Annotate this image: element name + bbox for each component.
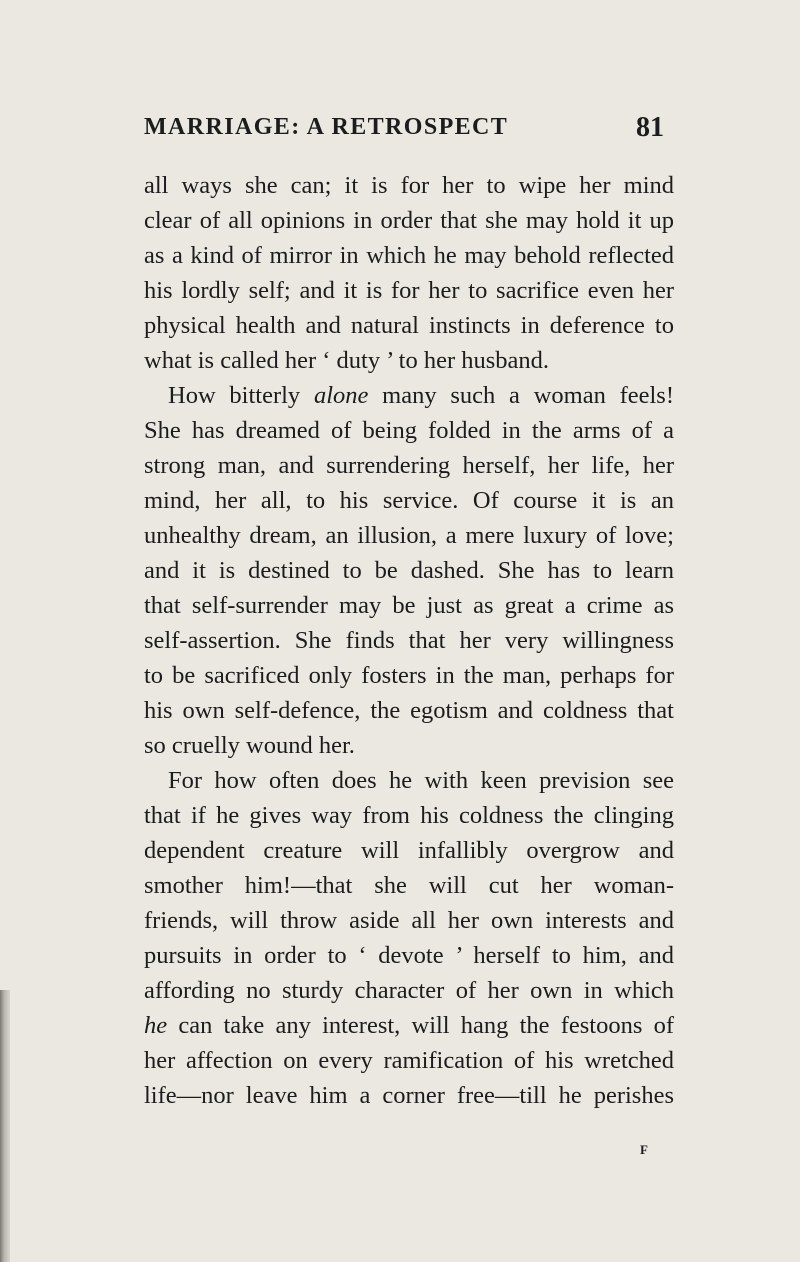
text-line <box>144 343 674 378</box>
text-line <box>144 658 674 693</box>
text-segment: can take any interest, will hang the festoons of <box>167 1012 674 1039</box>
text-segment: that if he gives way from his coldness the clinging <box>144 802 674 829</box>
running-head: MARRIAGE: A RETROSPECT <box>144 114 509 140</box>
text-segment: life—nor leave him a corner free—till he perishes <box>144 1082 674 1109</box>
text-line <box>144 973 674 1008</box>
page-header <box>144 114 664 148</box>
text-segment: How bitterly <box>168 382 314 409</box>
text-segment: affording no sturdy character of her own in which <box>144 977 674 1004</box>
text-segment: smother him!—that she will cut her woman- <box>144 872 674 899</box>
text-line <box>144 413 674 448</box>
text-segment: and it is destined to be dashed. She has to learn <box>144 557 674 584</box>
text-segment: many such a woman feels! <box>368 382 674 409</box>
text-line <box>144 623 674 658</box>
text-line <box>144 903 674 938</box>
text-line <box>144 693 674 728</box>
text-line <box>144 483 674 518</box>
text-segment: her affection on every ramification of his wretched <box>144 1047 674 1074</box>
text-line <box>144 273 674 308</box>
text-segment: mind, her all, to his service. Of course it is an <box>144 487 674 514</box>
text-line <box>144 553 674 588</box>
text-line <box>144 168 674 203</box>
text-segment: that self-surrender may be just as great a crime as <box>144 592 674 619</box>
text-segment: his own self-defence, the egotism and coldness that <box>144 697 674 724</box>
text-line <box>144 763 674 798</box>
text-segment: all ways she can; it is for her to wipe her mind <box>144 172 674 199</box>
body-text <box>144 168 674 1113</box>
text-segment: what is called her ‘ duty ’ to her husband. <box>144 347 550 374</box>
text-line <box>144 868 674 903</box>
text-segment: pursuits in order to ‘ devote ’ herself to him, and <box>144 942 674 969</box>
signature-mark: F <box>640 1142 648 1157</box>
text-segment: so cruelly wound her. <box>144 732 355 759</box>
text-line <box>144 798 674 833</box>
text-line <box>144 518 674 553</box>
text-line <box>144 833 674 868</box>
text-segment: strong man, and surrendering herself, her life, her <box>144 452 674 479</box>
text-line <box>144 448 674 483</box>
text-line <box>144 1043 674 1078</box>
text-segment: dependent creature will infallibly overgrow and <box>144 837 674 864</box>
text-segment: self-assertion. She finds that her very willingness <box>144 627 674 654</box>
text-segment: his lordly self; and it is for her to sacrifice even her <box>144 277 674 304</box>
text-segment: For how often does he with keen prevision see <box>168 767 674 794</box>
text-line <box>144 203 674 238</box>
text-segment: friends, will throw aside all her own interests and <box>144 907 674 934</box>
page-number: 81 <box>636 112 664 143</box>
text-segment: She has dreamed of being folded in the arms of a <box>144 417 674 444</box>
text-line <box>144 1008 674 1043</box>
italic-emphasis: alone <box>313 382 369 409</box>
text-line <box>144 588 674 623</box>
text-line <box>144 378 674 413</box>
text-line <box>144 238 674 273</box>
text-segment: clear of all opinions in order that she may hold it up <box>144 207 674 234</box>
text-line <box>144 1078 674 1113</box>
text-line <box>144 938 674 973</box>
text-line <box>144 308 674 343</box>
page-edge-shadow <box>0 990 10 1262</box>
italic-emphasis: he <box>144 1012 168 1039</box>
text-segment: to be sacrificed only fosters in the man, perhaps for <box>144 662 674 689</box>
text-segment: as a kind of mirror in which he may behold reflected <box>144 242 674 269</box>
text-segment: unhealthy dream, an illusion, a mere luxury of love; <box>144 522 674 549</box>
text-segment: physical health and natural instincts in deference to <box>144 312 674 339</box>
text-line <box>144 728 674 763</box>
